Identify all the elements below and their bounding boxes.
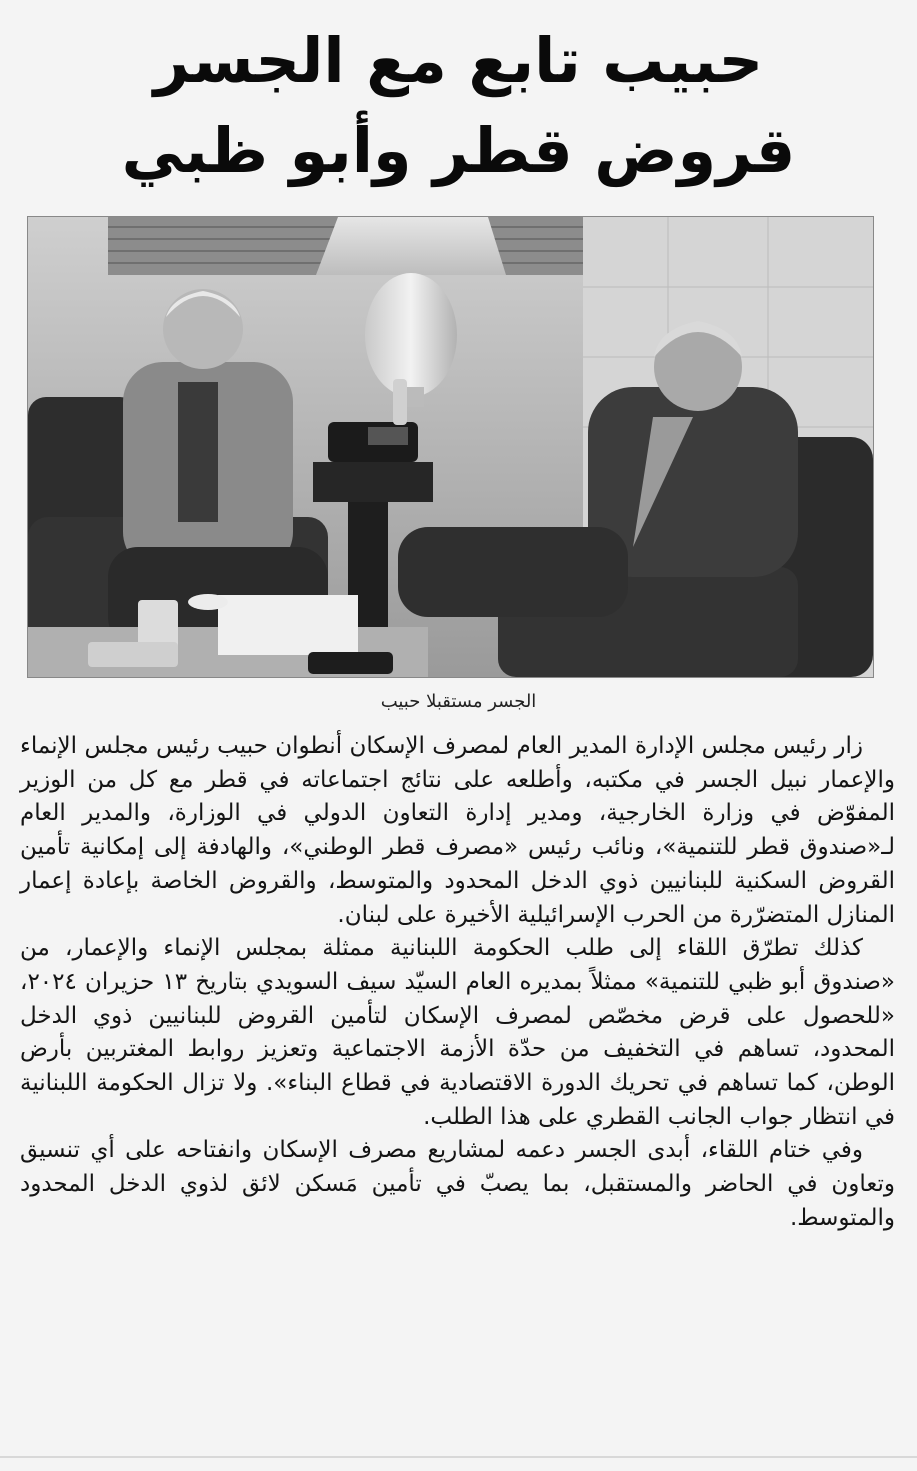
- headline-line-1: حبيب تابع مع الجسر: [153, 24, 764, 97]
- photo-caption: الجسر مستقبلا حبيب: [380, 691, 537, 712]
- article-body: [20, 730, 895, 1236]
- paragraph: وفي ختام اللقاء، أبدى الجسر دعمه لمشاريع مصرف الإسكان وانفتاحه على أي تنسيق وتعاون في الحاضر والمستقبل، بما يصبّ في تأمين مَسكن لائق لذوي الدخل المحدود والمتوسط.: [20, 1137, 895, 1231]
- paragraph: زار رئيس مجلس الإدارة المدير العام لمصرف الإسكان أنطوان حبيب رئيس مجلس الإنماء والإعمار نبيل الجسر في مكتبه، وأطلعه على نتائج اجتماعاته في قطر مع كل من الوزير المفوّض في وزارة الخارجية، ومدير إدارة التعاون الدولي في الوزارة، والمدير العام لـ«صندوق قطر للتنمية»، ونائب رئيس «مصرف قطر الوطني»، والهادفة إلى إمكانية تأمين القروض السكنية للبنانيين ذوي الدخل المحدود والمتوسط، والقروض الخاصة بإعادة إعمار المنازل المتضرّرة من الحرب الإسرائيلية الأخيرة على لبنان.: [20, 733, 895, 928]
- article-photo: [27, 216, 874, 678]
- bottom-divider: [0, 1456, 917, 1458]
- photo-icon: [28, 217, 873, 677]
- paragraph: كذلك تطرّق اللقاء إلى طلب الحكومة اللبنانية ممثلة بمجلس الإنماء والإعمار، من «صندوق أبو ظبي للتنمية» ممثلاً بمديره العام السيّد سيف السويدي بتاريخ ١٣ حزيران ٢٠٢٤، «للحصول على قرض مخصّص لمصرف الإسكان لتأمين القروض للبنانيين ذوي الدخل المحدود، تساهم في التخفيف من حدّة الأزمة الاجتماعية وتعزيز روابط المغتربين بأرض الوطن، كما تساهم في تحريك الدورة الاقتصادية في قطاع البناء». ولا تزال الحكومة اللبنانية في انتظار جواب الجانب القطري على هذا الطلب.: [20, 935, 895, 1130]
- headline-line-2: قروض قطر وأبو ظبي: [121, 114, 796, 187]
